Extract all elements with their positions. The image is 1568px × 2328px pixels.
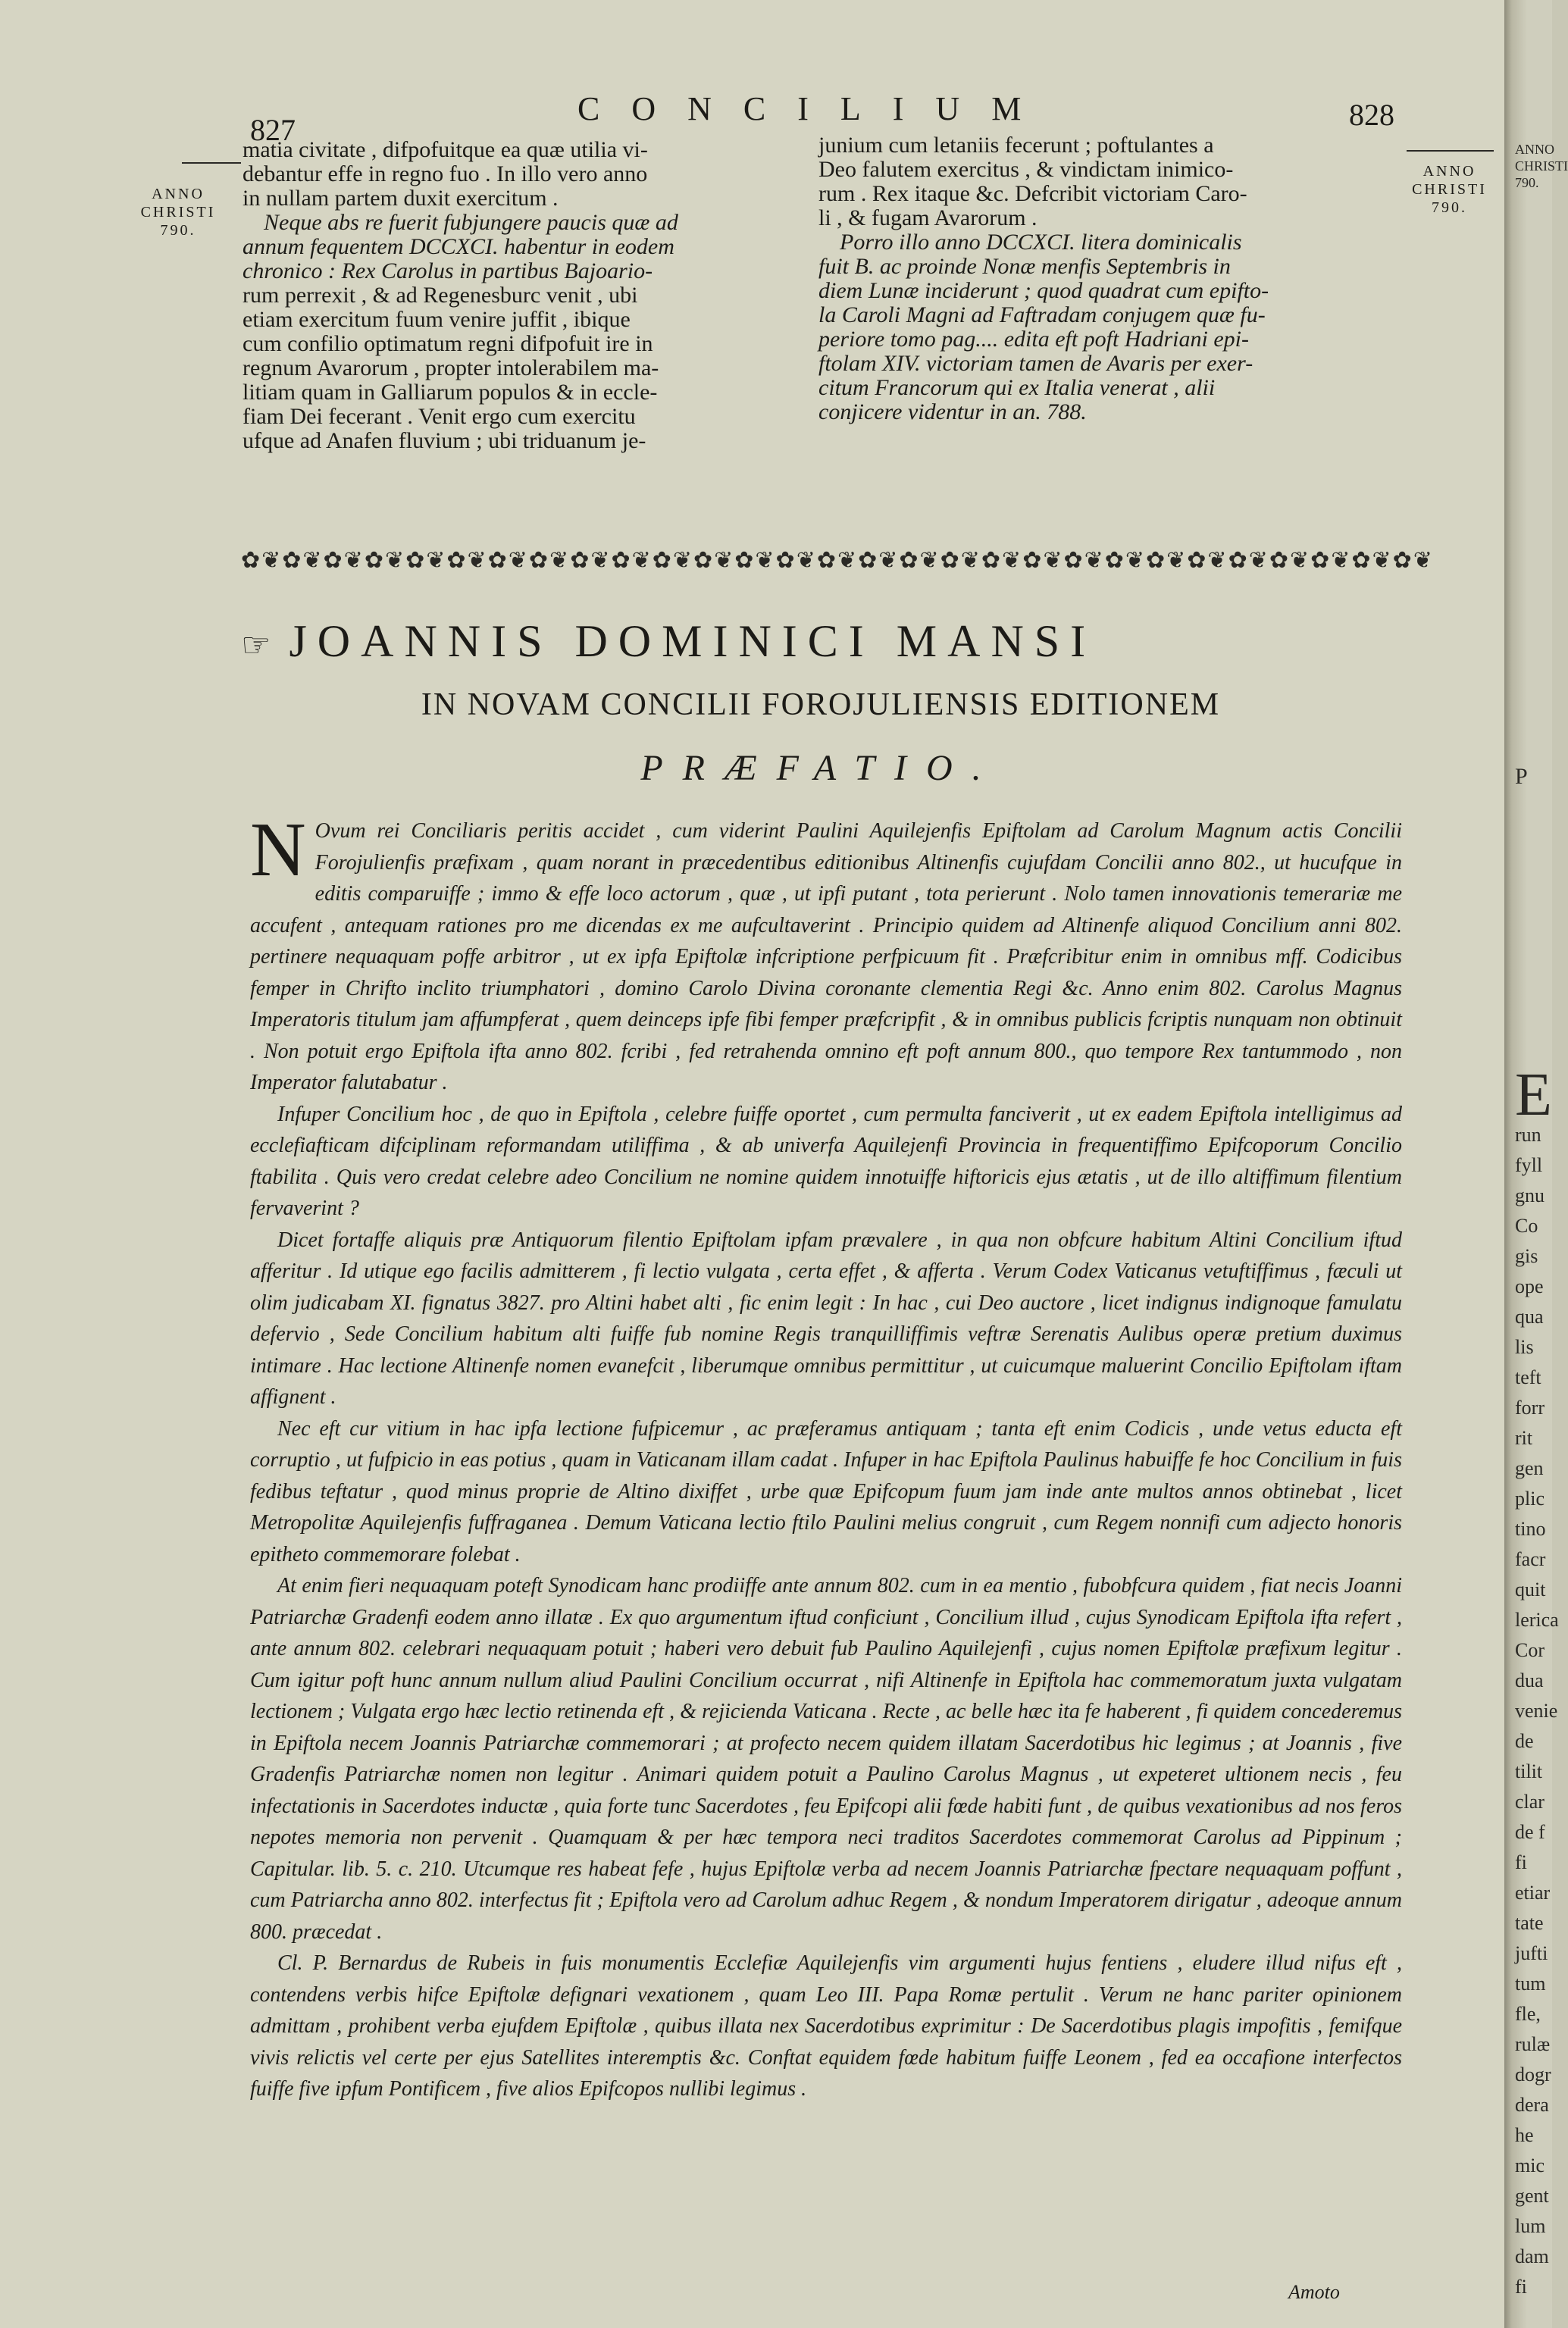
fragment: E [1515, 1062, 1552, 1128]
fragment: tum [1515, 1973, 1546, 1995]
fragment: rulæ [1515, 2033, 1551, 2055]
fragment: gent [1515, 2185, 1549, 2207]
fragment: clar [1515, 1791, 1545, 1813]
preface-body [250, 807, 1402, 2105]
fragment: dua [1515, 1669, 1544, 1691]
ornamental-divider: ✿❦✿❦✿❦✿❦✿❦✿❦✿❦✿❦✿❦✿❦✿❦✿❦✿❦✿❦✿❦✿❦✿❦✿❦✿❦✿❦✿❦✿❦✿❦✿❦✿❦✿❦✿❦✿❦✿❦ [241, 548, 1434, 573]
text-line: in nullam partem duxit exercitum . [243, 186, 559, 211]
fragment: dam [1515, 2245, 1549, 2267]
catchword: Amoto [1288, 2281, 1340, 2303]
fragment: dera [1515, 2094, 1549, 2116]
fragment: teft [1515, 1366, 1541, 1388]
heading-title [241, 615, 1401, 668]
fragment: rit [1515, 1427, 1533, 1449]
heading-author: JOANNIS DOMINICI MANSI [289, 616, 1097, 666]
text-line: chronico : Rex Carolus in partibus Bajoario- [243, 258, 653, 283]
margin-note-right [1394, 162, 1504, 217]
fragment: CHRISTI [1515, 158, 1568, 174]
text-line: debantur effe in regno fuo . In illo vero anno [243, 161, 648, 186]
fragment: plic [1515, 1488, 1545, 1510]
fragment: etiar [1515, 1882, 1551, 1904]
paragraph: Infuper Concilium hoc , de quo in Epiftola , celebre fuiffe oportet , cum permulta fanciverit , ut ex eadem Epiftola intelligimus ad ecclefiafticam difciplinam reformandam utiliffima , & ab univerfa Aquilejenfi Provincia in frequentiffimo Epifcoporum Concilio ftabilita . Quis vero credat celebre adeo Concilium ne nomine quidem innotuiffe hiftoricis ejus ætatis , ut de illo altiffimum filentium fervaverint ? [250, 1102, 1402, 1220]
fragment: de f [1515, 1821, 1545, 1843]
margin-rule-right [1407, 150, 1494, 152]
text-line: matia civitate , difpofuitque ea quæ utilia vi- [243, 137, 648, 162]
text-line: fiam Dei fecerant . Venit ergo cum exercitu [243, 404, 636, 429]
paragraph: Dicet fortaffe aliquis præ Antiquorum filentio Epiftolam ipfam prævalere , in qua non obfcure habitum Altini Concilium iftud afferitur . Id utique ego facilis admitterem , fi lectio vulgata , certa effet , & afferta . Verum Codex Vaticanus vetuftiffimus , fæculi ut olim judicabam XI. fignatus 3827. pro Altini habet alti , fic enim legit : In hac , cui Deo auctore , licet indignus indignoque famulatu defervio , Sede Concilium habitum alti fuiffe fub nomine Regis tranquilliffimis veftræ Serenatis Aulibus operæ pretium duximus intimare . Hac lectione Altinenfe nomen evanefcit , liberumque omnibus permittitur , ut cuicumque maluerint Concilio Epiftolam iftam affignent . [250, 1228, 1402, 1409]
fragment: fyll [1515, 1154, 1543, 1176]
left-column [243, 138, 803, 453]
paragraph: Nec eft cur vitium in hac ipfa lectione fufpicemur , ac præferamus antiquam ; tanta eft enim Codicis , unde vetus educta eft corruptio , ut fufpicio in eas potius , quam in Vaticanam illam cadat . Infuper in hac Epiftola Paulinus habuiffe fe hoc Concilium in fuis fedibus teftatur , quod minus proprie de Altino dixiffet , urbe quæ Epifcopum fuum jam inde ante multos annos obtinebat , licet Metropolitæ Aquilejenfis fuffraganea . Demum Vaticana lectio ftilo Paulini melius congruit , cum Regem nonnifi cum adjecto honoris epitheto commemorare folebat . [250, 1416, 1402, 1566]
fragment: fle, [1515, 2003, 1541, 2025]
text-line: li , & fugam Avarorum . [818, 205, 1038, 230]
heading-praefatio: PRÆFATIO. [640, 748, 1001, 788]
text-line: annum fequentem DCCXCI. habentur in eodem [243, 234, 674, 259]
fragment: ope [1515, 1275, 1544, 1297]
running-title: CONCILIUM [577, 90, 1053, 127]
fragment: tate [1515, 1912, 1544, 1934]
fragment: facr [1515, 1548, 1546, 1570]
fragment: Co [1515, 1215, 1538, 1237]
margin-anno: ANNO [152, 186, 205, 202]
text-line: rum . Rex itaque &c. Defcribit victoriam Caro- [818, 181, 1247, 206]
margin-anno: ANNO [1422, 163, 1476, 180]
fragment: qua [1515, 1306, 1544, 1328]
margin-christi: CHRISTI [140, 204, 216, 221]
fragment: ANNO [1515, 142, 1554, 157]
fragment: tilit [1515, 1760, 1543, 1782]
fragment: venie [1515, 1700, 1558, 1722]
margin-christi: CHRISTI [1412, 181, 1487, 198]
fragment: run [1515, 1124, 1541, 1146]
fragment: fi [1515, 2276, 1527, 2298]
fragment: he [1515, 2124, 1534, 2146]
text-line: Deo falutem exercitus , & vindictam inimico- [818, 157, 1234, 182]
fragment: mic [1515, 2154, 1545, 2176]
text-line: la Caroli Magni ad Faftradam conjugem quæ fu- [818, 302, 1266, 327]
fragment: dogr [1515, 2064, 1551, 2086]
text-line: diem Lunæ inciderunt ; quod quadrat cum epifto- [818, 278, 1269, 303]
margin-rule-left [182, 162, 241, 164]
text-line: litiam quam in Galliarum populos & in eccle- [243, 380, 658, 405]
margin-note-left [114, 185, 243, 239]
fragment: 790. [1515, 175, 1539, 190]
margin-year: 790. [160, 222, 196, 239]
fragment: fi [1515, 1851, 1527, 1873]
heading-subtitle: IN NOVAM CONCILII FOROJULIENSIS EDITIONEM [421, 687, 1221, 722]
fragment: Cor [1515, 1639, 1545, 1661]
text-line: etiam exercitum fuum venire juffit , ibique [243, 307, 631, 332]
fragment: forr [1515, 1397, 1545, 1419]
text-line: regnum Avarorum , propter intolerabilem ma- [243, 355, 659, 380]
paragraph: Cl. P. Bernardus de Rubeis in fuis monumentis Ecclefiæ Aquilejenfis vim argumenti hujus fentiens , eludere illud nifus eft , contendens verbis hifce Epiftolæ defignari vexationem , quam Leo III. Papa Romæ pertulit . Verum ne hanc pariter opinionem admittam , prohibent verba ejufdem Epiftolæ , quibus illata nex Sacerdotibus exprimitur : De Sacerdotibus plagis impofitis , femifque vivis relictis vel certe per ejus Satellites interemptis &c. Conftat equidem fœde habitum fuiffe Leonem , fed ea occafione interfectos fuiffe five ipfum Pontificem , five alios Epifcopos nullibi legimus . [250, 1951, 1402, 2101]
fragment: de [1515, 1730, 1534, 1752]
drop-cap: N [250, 807, 306, 893]
text-line: Porro illo anno DCCXCI. litera dominicalis [840, 230, 1242, 255]
fragment: gis [1515, 1245, 1538, 1267]
text-line: Neque abs re fuerit fubjungere paucis quæ ad [264, 210, 678, 235]
right-column [818, 133, 1398, 424]
fragment: lerica [1515, 1609, 1559, 1631]
margin-year: 790. [1432, 199, 1467, 216]
text-line: cum confilio optimatum regni difpofuit ire in [243, 331, 653, 356]
pointing-hand-icon: ☞ [241, 627, 271, 664]
fragment: lis [1515, 1336, 1534, 1358]
fragment: P [1515, 764, 1528, 789]
text-line: rum perrexit , & ad Regenesburc venit , ubi [243, 283, 638, 308]
text-line: citum Francorum qui ex Italia venerat , alii [818, 375, 1216, 400]
page-number-left: 827 [250, 113, 296, 147]
fragment: lum [1515, 2215, 1546, 2237]
text-line: ftolam XIV. victoriam tamen de Avaris per exer- [818, 351, 1253, 376]
fragment: gen [1515, 1457, 1544, 1479]
paragraph: At enim fieri nequaquam poteft Synodicam hanc prodiiffe ante annum 802. cum in ea mentio , fubobfcura quidem , fiat necis Joanni Patriarchæ Gradenfi eodem anno illatæ . Ex quo argumentum iftud conficiunt , Concilium illud , cujus Synodicam Epiftola ifta refert , ante annum 802. celebrari nequaquam potuit ; haberi vero debuit fub Paulino Aquilejenfi , cujus nomen Epiftolæ præfixum legitur . Cum igitur poft hunc annum nullum aliud Paulini Concilium occurrat , nifi Altinenfe in Epiftola hac commemoratum juxta vulgatam lectionem ; Vulgata ergo hæc lectio retinenda eft , & rejicienda Vaticana . Recte , ac belle hæc ita fe haberent , fi quidem concederemus in Epiftola necem Joannis Patriarchæ commemorari ; at profecto necem quidem illatam Sacerdotibus hic legimus ; at Joannis , five Gradenfis Patriarchæ nomen non legitur . Animari quidem potuit a Paulino Carolus Magnus , ut expeteret ultionem necis , feu infectationis in Sacerdotes inductæ , quia forte tunc Sacerdotes , feu Epifcopi alii fœde habiti funt , de quibus vexationibus ad nos feros nepotes memoria non pervenit . Quamquam & per hæc tempora neci traditos Sacerdotes commemorat Carolus ad Pippinum ; Capitular. lib. 5. c. 210. Utcumque res habeat fefe , hujus Epiftolæ verba ad necem Joannis Patriarchæ fpectare nequaquam poffunt , cum Patriarcha anno 802. interfectus fit ; Epiftola vero ad Carolum adhuc Regem , & nondum Imperatorem dirigatur , adeoque annum 800. præcedat . [250, 1574, 1402, 1944]
text-line: junium cum letaniis fecerunt ; poftulantes a [818, 133, 1214, 158]
page-number-right: 828 [1349, 98, 1394, 132]
paragraph [250, 807, 1402, 1099]
fragment: jufti [1515, 1942, 1548, 1964]
paragraph-text: Ovum rei Conciliaris peritis accidet , cum viderint Paulini Aquilejenfis Epiftolam ad Carolum Magnum actis Concilii Forojulienfis præfixam , quam norant in præcedentibus editionibus Altinenfis cujufdam Concilii anno 802., ut hucufque in editis comparuiffe ; immo & effe loco actorum , quæ , ut ipfi putant , tota perierunt . Nolo tamen innovationis temerariæ me accufent , antequam rationes pro me dicendas ex me aufcultaverint . Principio quidem ad Altinenfe aliquod Concilium anni 802. pertinere nequaquam poffe arbitror , ut ex ipfa Epiftolæ infcriptione perfpicuum fit . Præfcribitur enim in omnibus mff. Codicibus femper in Chrifto inclito triumphatori , domino Carolo Divina coronante clementia Regi &c. Anno enim 802. Carolus Magnus Imperatoris titulum jam affumpferat , quem deinceps ipfe fibi femper præfcripfit , & in omnibus publicis fcriptis nunquam non obtinuit . Non potuit ergo Epiftola ifta anno 802. fcribi , fed retrahenda omnino eft poft annum 800., quo tempore Rex tantummodo , non Imperator falutabatur . [250, 819, 1402, 1094]
fragment: tino [1515, 1518, 1546, 1540]
text-line: fuit B. ac proinde Nonæ menfis Septembris in [818, 254, 1231, 279]
fragment: quit [1515, 1579, 1546, 1600]
text-line: conjicere videntur in an. 788. [818, 399, 1087, 424]
text-line: periore tomo pag.... edita eft poft Hadriani epi- [818, 327, 1249, 352]
adjacent-page-edge [1504, 0, 1568, 2328]
fragment: gnu [1515, 1184, 1545, 1206]
text-line: ufque ad Anafen fluvium ; ubi triduanum je- [243, 428, 646, 453]
